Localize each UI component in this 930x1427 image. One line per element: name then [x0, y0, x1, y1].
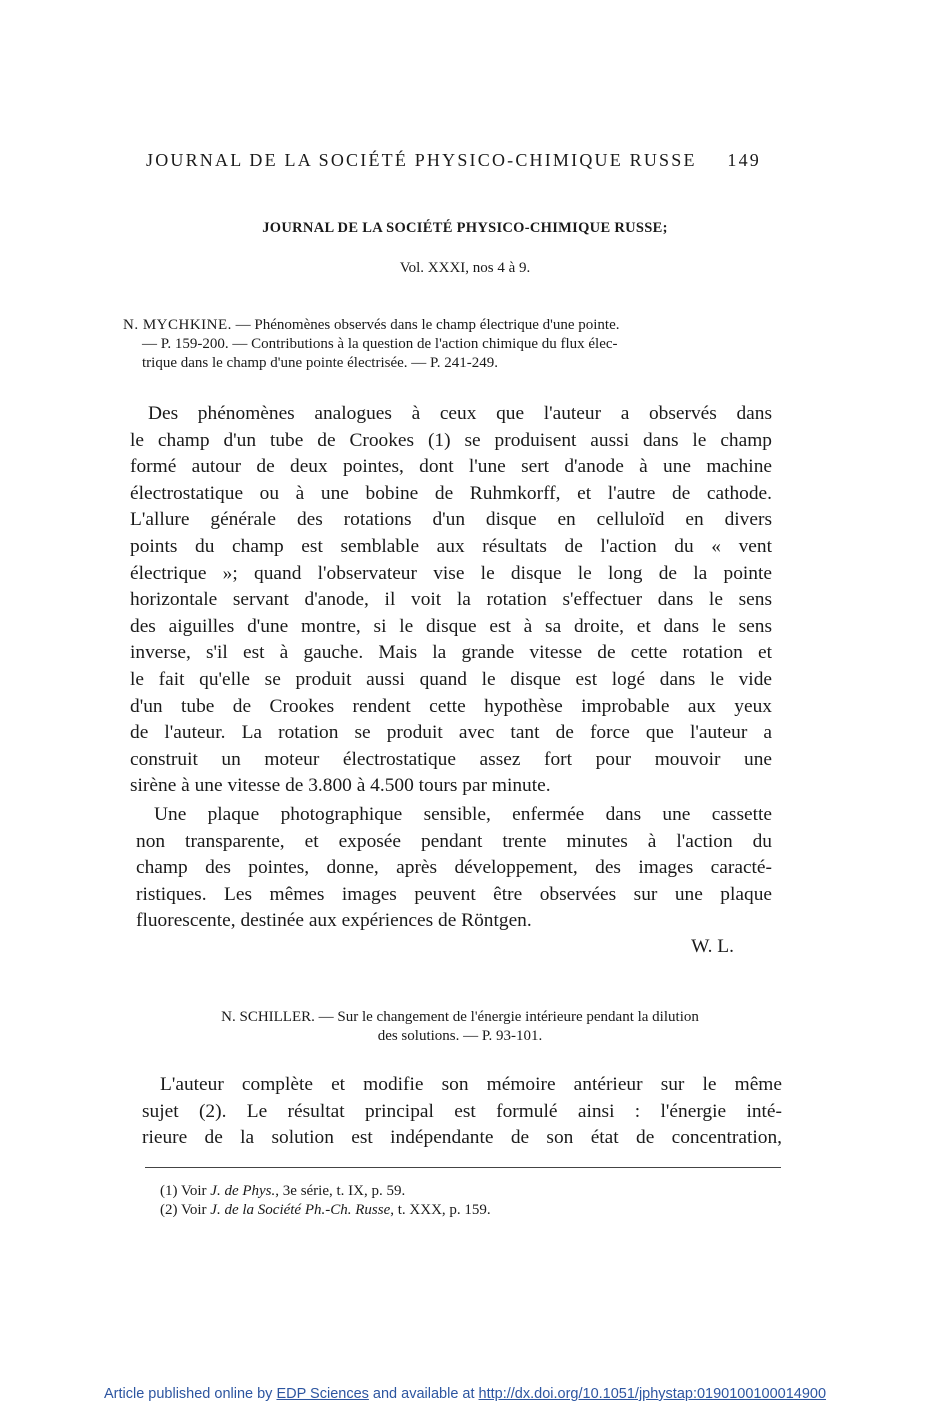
running-header [146, 150, 761, 171]
article1-reference-line2: — P. 159-200. — Contributions à la question de l'action chimique du flux élec- [142, 336, 618, 352]
article1-reference-line3: trique dans le champ d'une pointe électrisée. — P. 241-249. [142, 355, 498, 371]
article2-ref-title1: — Sur le changement de l'énergie intérieure pendant la dilution [318, 1009, 699, 1025]
text-line: le champ d'un tube de Crookes (1) se produisent aussi dans le champ [130, 429, 772, 451]
footnote-2-mark: (2) [160, 1202, 178, 1218]
article2-reference [140, 1008, 780, 1046]
footnote-2-journal: J. de la Société Ph.-Ch. Russe [210, 1202, 391, 1218]
text-line: des aiguilles d'une montre, si le disque est à sa droite, et dans le sens [130, 615, 772, 637]
text-line: de l'auteur. La rotation se produit avec tant de force que l'auteur a [130, 722, 772, 744]
text-line: horizontale servant d'anode, il voit la rotation s'effectuer dans le sens [130, 589, 772, 611]
article1-author: N. MYCHKINE. [123, 317, 232, 333]
text-line: non transparente, et exposée pendant trente minutes à l'action du [136, 830, 772, 852]
text-line: d'un tube de Crookes rendent cette hypothèse improbable aux yeux [130, 695, 772, 717]
publisher-footer [0, 1386, 930, 1402]
footnote-1-journal: J. de Phys. [210, 1183, 276, 1199]
text-line: Une plaque photographique sensible, enfermée dans une cassette [154, 804, 772, 825]
article1-paragraph2 [136, 802, 772, 935]
article1-paragraph1 [130, 401, 772, 800]
text-line: le fait qu'elle se produit aussi quand le disque est logé dans le vide [130, 668, 772, 690]
article1-signature: W. L. [691, 936, 734, 957]
article2-author: N. SCHILLER. [221, 1009, 315, 1025]
footnote-2-prefix: Voir [180, 1202, 207, 1218]
article2-reference-line1 [140, 1008, 780, 1027]
footer-prefix: Article published online by [103, 1386, 273, 1402]
footer-middle: and available at [372, 1386, 475, 1402]
text-line: L'auteur complète et modifie son mémoire antérieur sur le même [160, 1074, 782, 1095]
text-line: rieure de la solution est indépendante de son état de concentration, [142, 1127, 782, 1149]
text-line: sirène à une vitesse de 3.800 à 4.500 tours par minute. [130, 775, 551, 797]
footnote-1 [160, 1182, 405, 1201]
text-line: sujet (2). Le résultat principal est formulé ainsi : l'énergie inté- [142, 1100, 782, 1122]
footnote-separator [145, 1167, 781, 1168]
footnote-1-details: , 3e série, t. IX, p. 59. [275, 1183, 406, 1199]
article1-ref-title1: — Phénomènes observés dans le champ électrique d'une pointe. [235, 317, 620, 333]
article1-reference-line1 [123, 316, 620, 335]
footnote-1-mark: (1) [160, 1183, 178, 1199]
text-line: inverse, s'il est à gauche. Mais la grande vitesse de cette rotation et [130, 642, 772, 664]
section-title: JOURNAL DE LA SOCIÉTÉ PHYSICO-CHIMIQUE RUSSE; [262, 220, 668, 236]
text-line: points du champ est semblable aux résultats de l'action du « vent [130, 535, 772, 557]
text-line: formé autour de deux pointes, dont l'une sert d'anode à une machine [130, 456, 772, 478]
text-line: fluorescente, destinée aux expériences de Röntgen. [136, 910, 532, 932]
article2-reference-line2: des solutions. — P. 93-101. [377, 1028, 543, 1044]
text-line: construit un moteur électrostatique assez fort pour mouvoir une [130, 748, 772, 770]
volume-info: Vol. XXXI, nos 4 à 9. [399, 260, 531, 276]
footnote-1-prefix: Voir [180, 1183, 207, 1199]
page-number: 149 [727, 150, 761, 170]
footnote-2 [160, 1201, 491, 1220]
footnote-2-details: , t. XXX, p. 159. [390, 1202, 491, 1218]
text-line: Des phénomènes analogues à ceux que l'auteur a observés dans [148, 403, 772, 424]
running-title: JOURNAL DE LA SOCIÉTÉ PHYSICO-CHIMIQUE RUSSE [146, 150, 697, 170]
text-line: L'allure générale des rotations d'un disque en celluloïd en divers [130, 509, 772, 531]
doi-link[interactable]: http://dx.doi.org/10.1051/jphystap:0190100100014900 [478, 1386, 827, 1402]
text-line: champ des pointes, donne, après développement, des images caracté- [136, 857, 772, 879]
article2-paragraph1 [142, 1072, 782, 1152]
publisher-link[interactable]: EDP Sciences [276, 1386, 369, 1402]
text-line: ristiques. Les mêmes images peuvent être observées sur une plaque [136, 883, 772, 905]
text-line: électrostatique ou à une bobine de Ruhmkorff, et l'autre de cathode. [130, 482, 772, 504]
text-line: électrique »; quand l'observateur vise le disque le long de la pointe [130, 562, 772, 584]
